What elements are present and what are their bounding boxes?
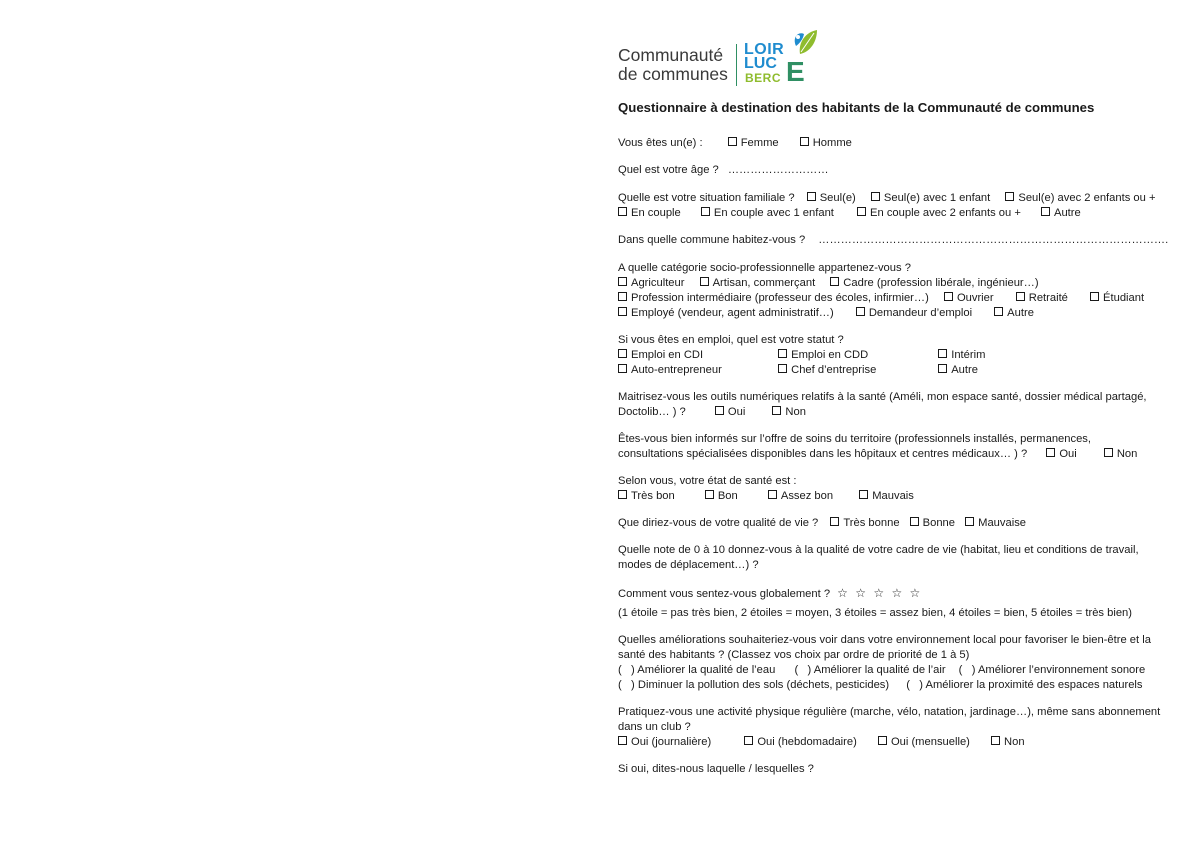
option-autre[interactable]: Autre (938, 363, 1084, 378)
logo-org-line1: Communauté (618, 45, 724, 65)
checkbox[interactable] (728, 137, 737, 146)
option-auto-entrepreneur[interactable]: Auto-entrepreneur (618, 363, 764, 378)
checkbox[interactable] (938, 364, 947, 373)
checkbox[interactable] (871, 192, 880, 201)
question-label: Quelles améliorations souhaiteriez-vous voir dans votre environnement local pour favoriser le bien-être et la (618, 634, 1151, 646)
option-oui[interactable]: Oui (715, 405, 745, 420)
logo-mark (742, 28, 818, 88)
question-improvements (618, 633, 1188, 693)
page-title: Questionnaire à destination des habitants de la Communauté de communes (618, 100, 1095, 115)
option-autre[interactable]: Autre (994, 306, 1034, 321)
checkbox[interactable] (1046, 448, 1055, 457)
option-interim[interactable]: Intérim (938, 348, 1084, 363)
checkbox[interactable] (715, 406, 724, 415)
question-care-info (618, 432, 1188, 462)
option-cdd[interactable]: Emploi en CDD (778, 348, 924, 363)
checkbox[interactable] (700, 277, 709, 286)
option-tres-bon[interactable]: Très bon (618, 489, 675, 504)
checkbox[interactable] (778, 364, 787, 373)
option-retraite[interactable]: Retraité (1016, 291, 1068, 306)
logo-mark-berc: BERC (745, 71, 782, 85)
question-label: Pratiquez-vous une activité physique régulière (marche, vélo, natation, jardinage…), même sans abonnement (618, 706, 1161, 718)
option-mauvais[interactable]: Mauvais (859, 489, 914, 504)
question-csp (618, 261, 1188, 321)
checkbox[interactable] (944, 292, 953, 301)
option-artisan[interactable]: Artisan, commerçant (700, 276, 816, 291)
question-which-activity (618, 762, 1188, 777)
checkbox[interactable] (910, 517, 919, 526)
checkbox[interactable] (1104, 448, 1113, 457)
question-label: Quelle est votre situation familiale ? (618, 192, 795, 204)
option-journaliere[interactable]: Oui (journalière) (618, 735, 711, 750)
question-quality-of-life (618, 516, 1188, 531)
question-label: Quel est votre âge ? (618, 164, 719, 176)
rank-eau[interactable]: ( ) Améliorer la qualité de l’eau (618, 664, 776, 676)
option-bon[interactable]: Bon (705, 489, 738, 504)
checkbox[interactable] (618, 277, 627, 286)
checkbox[interactable] (768, 490, 777, 499)
option-seul[interactable]: Seul(e) (807, 191, 856, 206)
option-ouvrier[interactable]: Ouvrier (944, 291, 994, 306)
question-wellbeing (618, 586, 1188, 621)
checkbox[interactable] (618, 349, 627, 358)
option-mauvaise[interactable]: Mauvaise (965, 516, 1026, 531)
question-rating (618, 543, 1188, 573)
question-label: Dans quelle commune habitez-vous ? (618, 234, 806, 246)
option-profession-intermediaire[interactable]: Profession intermédiaire (professeur des écoles, infirmier…) (618, 291, 929, 306)
option-assez-bon[interactable]: Assez bon (768, 489, 833, 504)
checkbox[interactable] (618, 364, 627, 373)
question-age (618, 163, 1188, 178)
rank-espaces-naturels[interactable]: ( ) Améliorer la proximité des espaces naturels (906, 679, 1143, 691)
question-health (618, 474, 1188, 504)
checkbox[interactable] (701, 207, 710, 216)
checkbox[interactable] (856, 307, 865, 316)
question-label-cont: Doctolib… ) ? (618, 406, 686, 418)
option-oui[interactable]: Oui (1046, 447, 1076, 462)
logo-divider (736, 44, 737, 86)
question-label: Comment vous sentez-vous globalement ? (618, 588, 831, 600)
checkbox[interactable] (965, 517, 974, 526)
logo-org-name (618, 46, 728, 84)
option-agriculteur[interactable]: Agriculteur (618, 276, 684, 291)
question-commune (618, 233, 1188, 248)
rank-air[interactable]: ( ) Améliorer la qualité de l’air (794, 664, 946, 676)
question-label: Si oui, dites-nous laquelle / lesquelles ? (618, 763, 814, 775)
checkbox[interactable] (830, 517, 839, 526)
option-femme[interactable]: Femme (728, 136, 779, 151)
option-tres-bonne[interactable]: Très bonne (830, 516, 899, 531)
question-label: Vous êtes un(e) : (618, 137, 703, 149)
option-cdi[interactable]: Emploi en CDI (618, 348, 764, 363)
checkbox[interactable] (991, 736, 1000, 745)
question-status (618, 333, 1188, 378)
checkbox[interactable] (859, 490, 868, 499)
option-etudiant[interactable]: Étudiant (1090, 291, 1144, 306)
checkbox[interactable] (1005, 192, 1014, 201)
rank-sols[interactable]: ( ) Diminuer la pollution des sols (déchets, pesticides) (618, 679, 890, 691)
option-non[interactable]: Non (772, 405, 806, 420)
question-label-cont: dans un club ? (618, 721, 691, 733)
checkbox[interactable] (800, 137, 809, 146)
option-cadre[interactable]: Cadre (profession libérale, ingénieur…) (830, 276, 1038, 291)
question-label: Quelle note de 0 à 10 donnez-vous à la qualité de votre cadre de vie (habitat, lieu et conditions de travail, (618, 544, 1139, 556)
logo-mark-luc: LUC (744, 55, 777, 72)
checkbox[interactable] (1016, 292, 1025, 301)
checkbox[interactable] (618, 490, 627, 499)
option-couple-2-enfants[interactable]: En couple avec 2 enfants ou + (857, 206, 1021, 221)
checkbox[interactable] (705, 490, 714, 499)
star-rating-icon[interactable]: ☆ ☆ ☆ ☆ ☆ (837, 586, 923, 600)
question-label-cont: consultations spécialisées disponibles dans les hôpitaux et centres médicaux… ) ? (618, 448, 1028, 460)
checkbox[interactable] (1090, 292, 1099, 301)
leaf-icon (790, 28, 818, 58)
rank-sonore[interactable]: ( ) Améliorer l’environnement sonore (958, 664, 1146, 676)
option-employe[interactable]: Employé (vendeur, agent administratif…) (618, 306, 834, 321)
logo-mark-e: E (786, 56, 805, 87)
org-logo (618, 28, 1188, 88)
checkbox[interactable] (1041, 207, 1050, 216)
option-bonne[interactable]: Bonne (910, 516, 955, 531)
question-label: Selon vous, votre état de santé est : (618, 475, 797, 487)
checkbox[interactable] (744, 736, 753, 745)
question-digital-tools (618, 390, 1188, 420)
option-non[interactable]: Non (991, 735, 1025, 750)
checkbox[interactable] (618, 736, 627, 745)
option-seul-1-enfant[interactable]: Seul(e) avec 1 enfant (871, 191, 990, 206)
checkbox[interactable] (772, 406, 781, 415)
checkbox[interactable] (878, 736, 887, 745)
age-answer-field[interactable]: ……………………… (727, 164, 829, 176)
checkbox[interactable] (807, 192, 816, 201)
option-non[interactable]: Non (1104, 447, 1138, 462)
question-label: Êtes-vous bien informés sur l’offre de soins du territoire (professionnels installés, permanences, (618, 433, 1091, 445)
questionnaire-page (618, 28, 1188, 789)
option-couple-1-enfant[interactable]: En couple avec 1 enfant (701, 206, 834, 221)
option-hebdomadaire[interactable]: Oui (hebdomadaire) (744, 735, 857, 750)
checkbox[interactable] (778, 349, 787, 358)
question-label: Que diriez-vous de votre qualité de vie ? (618, 517, 819, 529)
checkbox[interactable] (830, 277, 839, 286)
checkbox[interactable] (938, 349, 947, 358)
question-label: Maitrisez-vous les outils numériques relatifs à la santé (Améli, mon espace santé, dossier médical partagé, (618, 391, 1147, 403)
option-autre[interactable]: Autre (1041, 206, 1081, 221)
option-seul-2-enfants[interactable]: Seul(e) avec 2 enfants ou + (1005, 191, 1155, 206)
question-physical-activity (618, 705, 1188, 750)
option-mensuelle[interactable]: Oui (mensuelle) (878, 735, 970, 750)
checkbox[interactable] (618, 207, 627, 216)
checkbox[interactable] (994, 307, 1003, 316)
option-homme[interactable]: Homme (800, 136, 852, 151)
logo-org-line2: de communes (618, 64, 728, 84)
question-label-cont: santé des habitants ? (Classez vos choix par ordre de priorité de 1 à 5) (618, 649, 970, 661)
question-label: A quelle catégorie socio-professionnelle appartenez-vous ? (618, 262, 911, 274)
checkbox[interactable] (618, 292, 627, 301)
question-gender (618, 136, 1188, 151)
option-chef-entreprise[interactable]: Chef d’entreprise (778, 363, 924, 378)
checkbox[interactable] (618, 307, 627, 316)
rating-legend: (1 étoile = pas très bien, 2 étoiles = moyen, 3 étoiles = assez bien, 4 étoiles = bien, 5 étoiles = très bien) (618, 607, 1132, 619)
question-label-cont: modes de déplacement…) ? (618, 559, 759, 571)
commune-answer-field[interactable]: …………………………………………………………………………………. (818, 234, 1169, 246)
question-label: Si vous êtes en emploi, quel est votre statut ? (618, 334, 844, 346)
question-family (618, 191, 1188, 221)
logo-mark-loir: LOIR (744, 41, 785, 58)
option-couple[interactable]: En couple (618, 206, 681, 221)
option-demandeur-emploi[interactable]: Demandeur d’emploi (856, 306, 972, 321)
checkbox[interactable] (857, 207, 866, 216)
